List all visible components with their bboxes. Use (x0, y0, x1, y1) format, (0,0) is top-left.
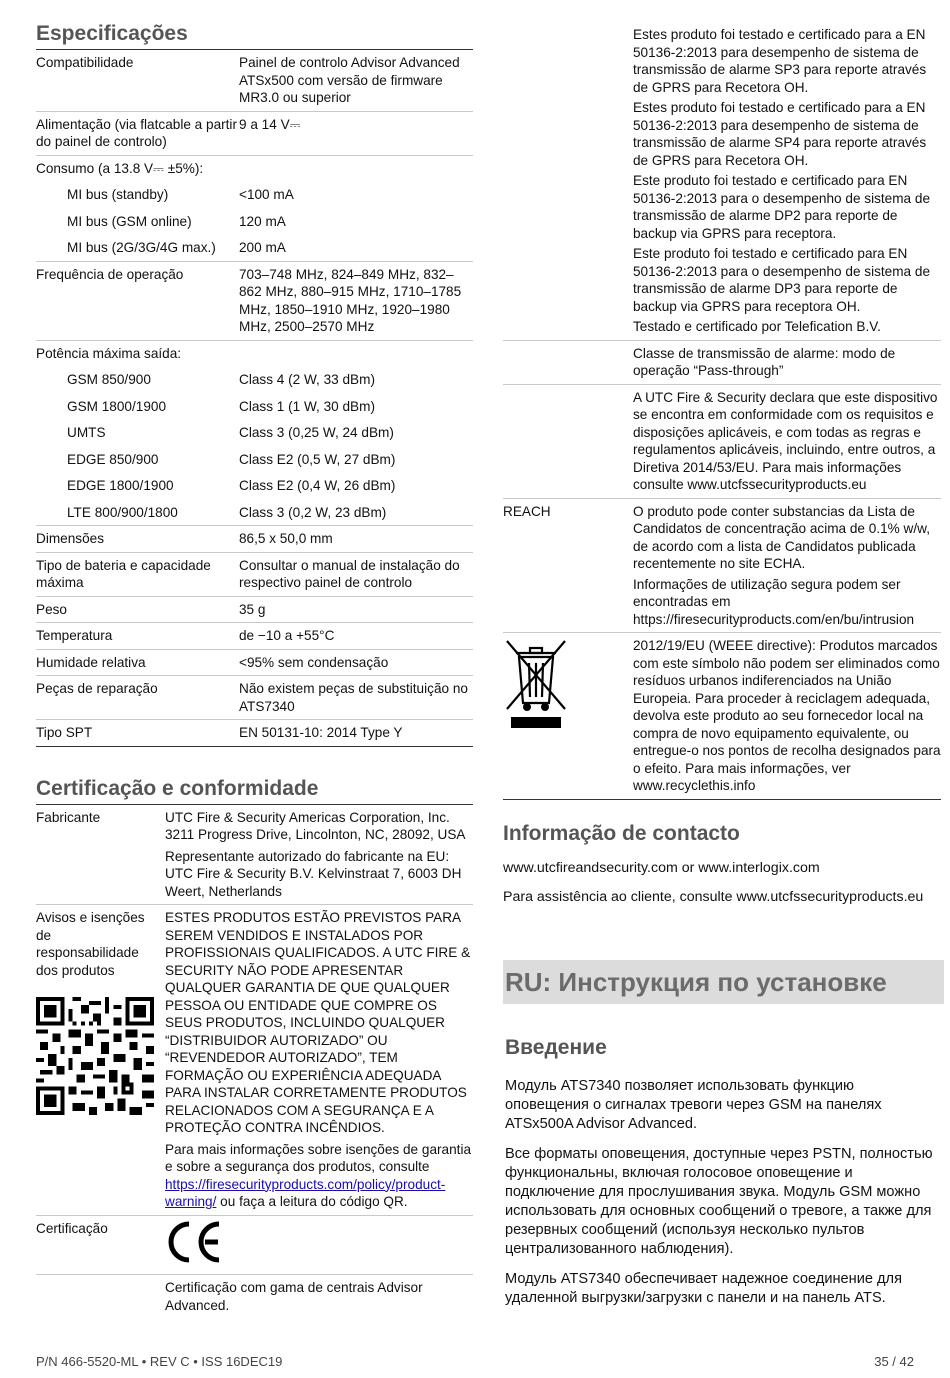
contact-heading: Informação de contacto (503, 821, 740, 845)
weee-bin-icon (503, 637, 569, 729)
intro-heading: Введение (505, 1036, 607, 1059)
table-row: Frequência de operação 703–748 MHz, 824–849 MHz, 832–862 MHz, 880–915 MHz, 1710–1785 MHz, 1850–1910 MHz, 1920–1980 MHz, 2500–2570 MHz (36, 262, 473, 341)
ce-mark-icon (165, 1220, 223, 1264)
intro-paragraph: Все форматы оповещения, доступные через PSTN, полностью функциональны, включая голосовое оповещение и подключение для прослушивания звука. Модуль GSM можно использовать для основных сообщений о тревоге, а также для резервных сообщений (используя несколько пультов централизованного наблюдения). (505, 1146, 933, 1257)
left-column (36, 0, 473, 1318)
table-row: Tipo SPT EN 50131-10: 2014 Type Y (36, 720, 473, 747)
product-warning-link[interactable]: https://firesecurityproducts.com/policy/product-warning/ (165, 1176, 446, 1209)
cert-table (36, 805, 473, 1319)
table-row: MI bus (2G/3G/4G max.) 200 mA (36, 234, 473, 262)
table-row: 2012/19/EU (WEEE directive): Produtos marcados com este símbolo não podem ser eliminados como resíduos urbanos indiferenciados na União Europeia. Para proceder à reciclagem adequada, devolva este produto ao seu fornecedor local na compra de novo equipamento equivalente, ou entregue-o nos pontos de recolha designados para o efeito. Para mais informações, ver www.recyclethis.info (503, 633, 941, 800)
right-column (503, 0, 941, 918)
table-row: GSM 850/900 Class 4 (2 W, 33 dBm) (67, 372, 375, 387)
table-row: Tipo de bateria e capacidade máxima Consultar o manual de instalação do respectivo painel de controlo (36, 553, 473, 597)
contact-websites: www.utcfireandsecurity.com or www.interlogix.com (503, 859, 820, 876)
footer-part-number: P/N 466-5520-ML • REV C • ISS 16DEC19 (36, 1354, 283, 1369)
section-banner: RU: Инструкция по установке (503, 960, 944, 1004)
table-row: Humidade relativa <95% sem condensação (36, 650, 473, 677)
spec-heading: Especificações (36, 22, 473, 50)
table-row: Dimensões 86,5 x 50,0 mm (36, 526, 473, 553)
table-row: GSM 1800/1900 Class 1 (1 W, 30 dBm) (67, 398, 375, 414)
table-row: Peso 35 g (36, 597, 473, 624)
table-row: Potência máxima saída: (36, 345, 182, 361)
table-row: Temperatura de −10 a +55°C (36, 623, 473, 650)
table-row: Peças de reparação Não existem peças de substituição no ATS7340 (36, 676, 473, 720)
table-row: Estes produto foi testado e certificado para a EN 50136-2:2013 para desempenho de sistema de transmissão de alarme SP3 para reporte através de GPRS para Recetora OH. Estes produto foi testado e certificado para a EN 50136-2:2013 para desempenho de sistema de transmissão de alarme SP4 para reporte através de GPRS para Recetora OH. Este produto foi testado e certificado para EN 50136-2:2013 para o desempenho de sistema de transmissão de alarme DP2 para reporte de backup via GPRS para receptora. Este produto foi testado e certificado para EN 50136-2:2013 para o desempenho de sistema de transmissão de alarme DP3 para reporte de backup via GPRS para receptora OH. Testado e certificado por Telefication B.V. (503, 22, 941, 341)
intro-paragraph: Модуль ATS7340 обеспечивает надежное соединение для удаленной выгрузки/загрузки с панели и на панель ATS. (505, 1271, 902, 1306)
table-row: Compatibilidade Painel de controlo Advisor Advanced ATSx500 com versão de firmware MR3.0 ou superior (36, 50, 473, 112)
table-row: REACH O produto pode conter substancias da Lista de Candidatos de concentração acima de 0.1% w/w, de acordo com a lista de Candidatos publicada recentemente no site ECHA. Informações de utilização segura podem ser encontradas em https://firesecurityproducts.com/en/bu/intrusion (503, 499, 941, 634)
footer-page-number: 35 / 42 (874, 1354, 914, 1369)
intro-paragraph: Модуль ATS7340 позволяет использовать функцию оповещения о сигналах тревоги через GSM на панелях ATSx500A Advisor Advanced. (505, 1078, 882, 1132)
table-row: Certificação (36, 1216, 473, 1276)
spec-table (36, 50, 473, 747)
table-row: Consumo (a 13.8 V⎓ ±5%): (36, 160, 204, 176)
table-row: MI bus (GSM online) 120 mA (67, 213, 286, 229)
table-row: Avisos e isenções de responsabilidade dos produtos ESTES PRODUTOS ESTÃO PREVISTOS PARA SEREM VENDIDOS E INSTALADOS POR PROFISSIONAIS QUALIFICADOS. A UTC FIRE & SECURITY NÃO PODE APRESENTAR QUALQUER GARANTIA DE QUE QUALQUER PESSOA OU ENTIDADE QUE COMPRE OS SEUS PRODUTOS, INCLUINDO QUALQUER “DISTRIBUIDOR AUTORIZADO” OU “REVENDEDOR AUTORIZADO”, TEM FORMAÇÃO OU EXPERIÊNCIA ADEQUADA PARA INSTALAR CORRETAMENTE PRODUTOS RELACIONADOS COM A SEGURANÇA E A PROTEÇÃO CONTRA INCÊNDIOS. Para mais informações sobre isenções de garantia e sobre a segurança dos produtos, consulte https://firesecurityproducts.com/policy/product-warning/ ou faça a leitura do código QR. (36, 905, 473, 1216)
table-row: EDGE 1800/1900 Class E2 (0,4 W, 26 dBm) (67, 478, 396, 493)
table-row: Certificação com gama de centrais Advisor Advanced. (165, 1280, 423, 1313)
table-row: LTE 800/900/1800 Class 3 (0,2 W, 23 dBm) (36, 499, 473, 527)
table-row: UMTS Class 3 (0,25 W, 24 dBm) (67, 425, 394, 440)
qr-code-icon (36, 997, 154, 1115)
table-row: MI bus (standby) <100 mA (67, 187, 294, 202)
table-row: EDGE 850/900 Class E2 (0,5 W, 27 dBm) (67, 451, 396, 467)
table-row: A UTC Fire & Security declara que este dispositivo se encontra em conformidade com os requisitos e disposições aplicáveis, e com todas as regras e regulamentos aplicáveis, incluindo, entre outros, a Diretiva 2014/53/EU. Para mais informações consulte www.utcfssecurityproducts.eu (503, 385, 941, 499)
cert-heading: Certificação e conformidade (36, 777, 473, 805)
table-row: Fabricante UTC Fire & Security Americas Corporation, Inc. 3211 Progress Drive, Lincolnton, NC, 28092, USA Representante autorizado do fabricante na EU: UTC Fire & Security B.V. Kelvinstraat 7, 6003 DH Weert, Netherlands (36, 805, 473, 906)
contact-support: Para assistência ao cliente, consulte www.utcfssecurityproducts.eu (503, 888, 924, 905)
table-row: Alimentação (via flatcable a partir do painel de controlo) 9 a 14 V⎓ (36, 112, 473, 156)
table-row: Classe de transmissão de alarme: modo de operação “Pass-through” (503, 341, 941, 385)
ru-intro (505, 1036, 941, 1319)
cert-continued-table (503, 0, 941, 800)
